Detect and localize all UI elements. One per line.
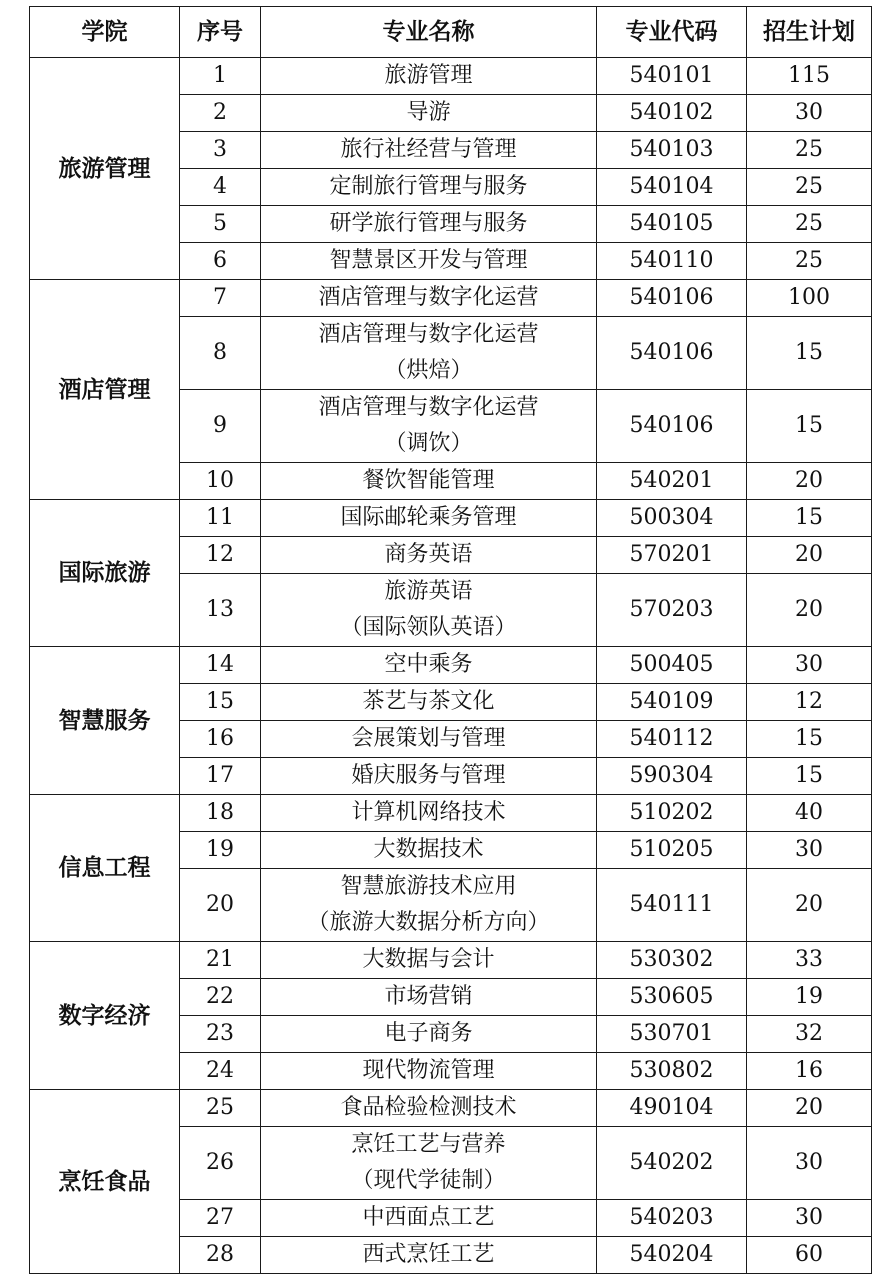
serial-number-cell: 1 [180, 58, 261, 95]
major-name-cell [261, 463, 597, 500]
serial-number-cell: 8 [180, 317, 261, 390]
serial-number-cell: 28 [180, 1237, 261, 1274]
major-name-cell [261, 537, 597, 574]
header-enrollment-plan: 招生计划 [747, 7, 872, 58]
major-code-cell: 510202 [597, 795, 747, 832]
major-name-cell [261, 206, 597, 243]
major-name-cell [261, 942, 597, 979]
serial-number-cell: 13 [180, 574, 261, 647]
major-name-cell [261, 1053, 597, 1090]
table-row [30, 795, 872, 832]
major-name-cell [261, 979, 597, 1016]
major-code-cell: 540106 [597, 390, 747, 463]
enrollment-plan-cell: 30 [747, 1200, 872, 1237]
major-code-cell: 540204 [597, 1237, 747, 1274]
enrollment-plan-cell: 100 [747, 280, 872, 317]
major-code-cell: 590304 [597, 758, 747, 795]
major-name-cell [261, 280, 597, 317]
major-code-cell: 540106 [597, 280, 747, 317]
enrollment-plan-cell: 25 [747, 169, 872, 206]
enrollment-plan-cell: 20 [747, 537, 872, 574]
major-name-cell [261, 390, 597, 463]
enrollment-plan-cell: 30 [747, 95, 872, 132]
major-name-line: 市场营销 [384, 984, 473, 1009]
serial-number-cell: 2 [180, 95, 261, 132]
major-name-cell [261, 1237, 597, 1274]
major-code-cell: 540110 [597, 243, 747, 280]
major-name-cell [261, 758, 597, 795]
serial-number-cell: 27 [180, 1200, 261, 1237]
major-name-line: 旅游英语 [384, 579, 473, 604]
major-name-line: 电子商务 [384, 1021, 473, 1046]
major-name-line: （现代学徒制） [351, 1168, 506, 1193]
major-name-cell [261, 795, 597, 832]
serial-number-cell: 21 [180, 942, 261, 979]
major-code-cell: 570203 [597, 574, 747, 647]
major-code-cell: 500405 [597, 647, 747, 684]
college-cell: 国际旅游 [30, 500, 180, 647]
major-name-line: 食品检验检测技术 [340, 1095, 517, 1120]
serial-number-cell: 3 [180, 132, 261, 169]
major-name-cell [261, 1090, 597, 1127]
serial-number-cell: 17 [180, 758, 261, 795]
serial-number-cell: 26 [180, 1127, 261, 1200]
college-cell: 信息工程 [30, 795, 180, 942]
major-name-cell [261, 721, 597, 758]
major-name-line: 酒店管理与数字化运营 [318, 322, 539, 347]
major-name-line: 智慧旅游技术应用 [340, 874, 517, 899]
major-name-line: 旅游管理 [384, 63, 473, 88]
major-code-cell: 540202 [597, 1127, 747, 1200]
serial-number-cell: 25 [180, 1090, 261, 1127]
serial-number-cell: 5 [180, 206, 261, 243]
major-name-line: 中西面点工艺 [362, 1205, 495, 1230]
enrollment-plan-cell: 30 [747, 832, 872, 869]
major-name-cell [261, 1016, 597, 1053]
serial-number-cell: 9 [180, 390, 261, 463]
serial-number-cell: 22 [180, 979, 261, 1016]
major-name-cell [261, 95, 597, 132]
header-major-name: 专业名称 [261, 7, 597, 58]
enrollment-plan-cell: 20 [747, 463, 872, 500]
major-name-cell [261, 500, 597, 537]
major-code-cell: 540103 [597, 132, 747, 169]
major-code-cell: 540106 [597, 317, 747, 390]
enrollment-plan-cell: 25 [747, 132, 872, 169]
table-header [30, 7, 872, 58]
table-row [30, 500, 872, 537]
major-code-cell: 510205 [597, 832, 747, 869]
major-name-line: 酒店管理与数字化运营 [318, 285, 539, 310]
enrollment-plan-cell: 30 [747, 647, 872, 684]
major-code-cell: 540112 [597, 721, 747, 758]
major-name-cell [261, 832, 597, 869]
serial-number-cell: 4 [180, 169, 261, 206]
major-name-line: 大数据与会计 [362, 947, 495, 972]
enrollment-plan-cell: 15 [747, 758, 872, 795]
table-row [30, 942, 872, 979]
major-name-line: 研学旅行管理与服务 [329, 211, 528, 236]
header-college: 学院 [30, 7, 180, 58]
major-name-line: （烘焙） [384, 358, 473, 383]
enrollment-plan-table [29, 6, 872, 1274]
enrollment-plan-cell: 20 [747, 1090, 872, 1127]
enrollment-plan-cell: 32 [747, 1016, 872, 1053]
major-name-cell [261, 647, 597, 684]
major-name-line: 计算机网络技术 [351, 800, 506, 825]
major-name-line: 西式烹饪工艺 [362, 1242, 495, 1267]
major-name-cell [261, 132, 597, 169]
major-name-cell [261, 574, 597, 647]
college-cell: 智慧服务 [30, 647, 180, 795]
serial-number-cell: 14 [180, 647, 261, 684]
enrollment-plan-cell: 20 [747, 869, 872, 942]
major-code-cell: 540111 [597, 869, 747, 942]
major-name-cell [261, 1127, 597, 1200]
major-name-cell [261, 58, 597, 95]
header-major-code: 专业代码 [597, 7, 747, 58]
serial-number-cell: 15 [180, 684, 261, 721]
serial-number-cell: 23 [180, 1016, 261, 1053]
major-code-cell: 540109 [597, 684, 747, 721]
major-name-cell [261, 243, 597, 280]
table-row [30, 647, 872, 684]
major-code-cell: 570201 [597, 537, 747, 574]
enrollment-plan-cell: 15 [747, 721, 872, 758]
major-name-cell [261, 869, 597, 942]
serial-number-cell: 11 [180, 500, 261, 537]
enrollment-plan-cell: 33 [747, 942, 872, 979]
major-code-cell: 540201 [597, 463, 747, 500]
major-name-cell [261, 1200, 597, 1237]
college-cell: 旅游管理 [30, 58, 180, 280]
serial-number-cell: 20 [180, 869, 261, 942]
major-code-cell: 500304 [597, 500, 747, 537]
enrollment-plan-cell: 40 [747, 795, 872, 832]
table-body [30, 58, 872, 1274]
major-code-cell: 530605 [597, 979, 747, 1016]
major-code-cell: 530802 [597, 1053, 747, 1090]
major-name-line: 会展策划与管理 [351, 726, 506, 751]
table-row [30, 280, 872, 317]
enrollment-plan-cell: 19 [747, 979, 872, 1016]
enrollment-plan-cell: 60 [747, 1237, 872, 1274]
major-name-cell [261, 317, 597, 390]
college-cell: 数字经济 [30, 942, 180, 1090]
major-name-line: 导游 [406, 100, 451, 125]
enrollment-plan-cell: 25 [747, 206, 872, 243]
table-row [30, 58, 872, 95]
major-name-line: 茶艺与茶文化 [362, 689, 495, 714]
enrollment-plan-cell: 15 [747, 390, 872, 463]
college-cell: 烹饪食品 [30, 1090, 180, 1274]
serial-number-cell: 10 [180, 463, 261, 500]
major-name-line: 定制旅行管理与服务 [329, 174, 528, 199]
major-name-line: 大数据技术 [373, 837, 484, 862]
major-code-cell: 540105 [597, 206, 747, 243]
enrollment-plan-cell: 30 [747, 1127, 872, 1200]
major-name-line: 空中乘务 [384, 652, 473, 677]
major-name-line: 旅行社经营与管理 [340, 137, 517, 162]
major-name-line: （调饮） [384, 431, 473, 456]
major-name-line: 餐饮智能管理 [362, 468, 495, 493]
enrollment-plan-cell: 115 [747, 58, 872, 95]
serial-number-cell: 19 [180, 832, 261, 869]
college-cell: 酒店管理 [30, 280, 180, 500]
major-name-line: （旅游大数据分析方向） [307, 910, 550, 935]
major-code-cell: 540101 [597, 58, 747, 95]
enrollment-plan-cell: 15 [747, 500, 872, 537]
serial-number-cell: 12 [180, 537, 261, 574]
major-name-line: 国际邮轮乘务管理 [340, 505, 517, 530]
major-code-cell: 530701 [597, 1016, 747, 1053]
major-name-line: 酒店管理与数字化运营 [318, 395, 539, 420]
major-name-line: 婚庆服务与管理 [351, 763, 506, 788]
header-serial-number: 序号 [180, 7, 261, 58]
serial-number-cell: 7 [180, 280, 261, 317]
enrollment-plan-cell: 12 [747, 684, 872, 721]
serial-number-cell: 24 [180, 1053, 261, 1090]
enrollment-plan-cell: 15 [747, 317, 872, 390]
major-name-line: 现代物流管理 [362, 1058, 495, 1083]
major-name-cell [261, 169, 597, 206]
enrollment-plan-cell: 16 [747, 1053, 872, 1090]
enrollment-plan-cell: 25 [747, 243, 872, 280]
major-name-line: （国际领队英语） [340, 615, 517, 640]
major-code-cell: 540203 [597, 1200, 747, 1237]
major-code-cell: 530302 [597, 942, 747, 979]
major-code-cell: 540104 [597, 169, 747, 206]
serial-number-cell: 16 [180, 721, 261, 758]
major-name-cell [261, 684, 597, 721]
table-row [30, 1090, 872, 1127]
serial-number-cell: 6 [180, 243, 261, 280]
major-name-line: 商务英语 [384, 542, 473, 567]
major-code-cell: 490104 [597, 1090, 747, 1127]
major-name-line: 智慧景区开发与管理 [329, 248, 528, 273]
serial-number-cell: 18 [180, 795, 261, 832]
major-code-cell: 540102 [597, 95, 747, 132]
enrollment-plan-cell: 20 [747, 574, 872, 647]
header-row [30, 7, 872, 58]
major-name-line: 烹饪工艺与营养 [351, 1132, 506, 1157]
